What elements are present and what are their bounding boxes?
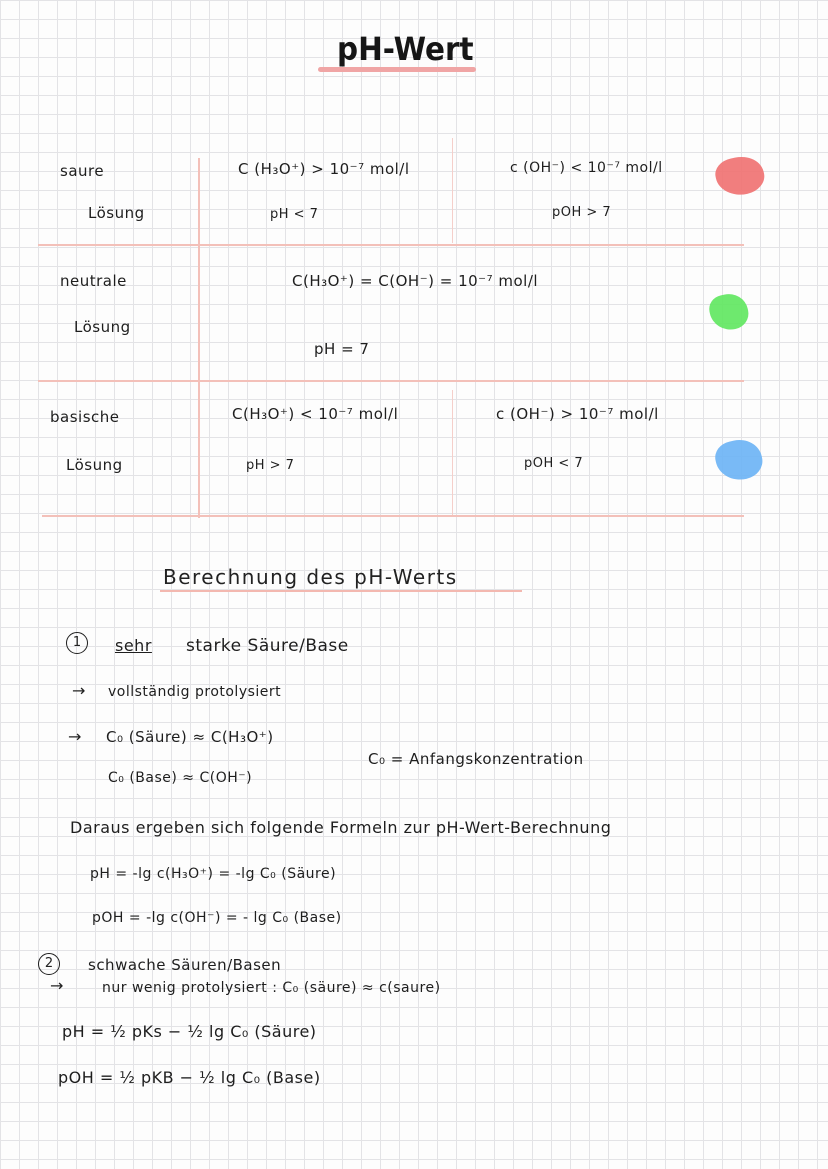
number-circle: 2 [38, 953, 60, 975]
formula-cell: pOH < 7 [524, 456, 584, 471]
table-row-divider [38, 380, 744, 382]
section-title-underline [160, 590, 522, 592]
point1-line: C₀ (Säure) ≈ C(H₃O⁺) [106, 728, 274, 746]
formula-cell: pH > 7 [246, 458, 295, 473]
table-row-divider [42, 515, 744, 517]
row-label: neutrale [60, 272, 127, 290]
arrow-icon: → [68, 727, 82, 746]
formula-cell: pH < 7 [270, 207, 319, 222]
formula-cell: pOH > 7 [552, 205, 612, 220]
table-divider-column [452, 138, 453, 243]
color-marker-blue [712, 436, 765, 485]
page-title: pH-Wert [337, 30, 474, 68]
row-label: basische [50, 408, 120, 426]
formula: pOH = ½ pKB − ½ lg C₀ (Base) [58, 1068, 321, 1087]
row-label: Lösung [88, 204, 145, 222]
point1-note: C₀ = Anfangskonzentration [368, 750, 584, 768]
formula: pOH = -lg c(OH⁻) = - lg C₀ (Base) [92, 910, 342, 926]
row-label: Lösung [66, 456, 123, 474]
formula-cell: c (OH⁻) < 10⁻⁷ mol/l [510, 160, 663, 176]
number-circle: 1 [66, 632, 88, 654]
point2-heading: schwache Säuren/Basen [88, 956, 282, 974]
arrow-icon: → [72, 681, 86, 700]
formula: pH = -lg c(H₃O⁺) = -lg C₀ (Säure) [90, 866, 337, 882]
formula-cell: C(H₃O⁺) = C(OH⁻) = 10⁻⁷ mol/l [292, 272, 539, 290]
table-row-divider [38, 244, 744, 246]
formula-cell: C (H₃O⁺) > 10⁻⁷ mol/l [238, 160, 410, 178]
point1-heading: starke Säure/Base [186, 636, 349, 656]
section-title: Berechnung des pH-Werts [163, 565, 458, 589]
color-marker-green [707, 290, 752, 333]
point1-lead: Daraus ergeben sich folgende Formeln zur pH-Wert-Berechnung [70, 818, 612, 837]
formula-cell: C(H₃O⁺) < 10⁻⁷ mol/l [232, 405, 399, 423]
formula-cell: c (OH⁻) > 10⁻⁷ mol/l [496, 405, 659, 423]
formula: pH = ½ pKs − ½ lg C₀ (Säure) [62, 1022, 317, 1041]
formula-cell: pH = 7 [314, 340, 370, 358]
point1-line: C₀ (Base) ≈ C(OH⁻) [108, 770, 253, 786]
row-label: Lösung [74, 318, 131, 336]
row-label: saure [60, 162, 105, 180]
point1-line: vollständig protolysiert [108, 684, 282, 700]
table-divider-column [452, 390, 453, 515]
color-marker-red [713, 152, 768, 199]
point2-line: nur wenig protolysiert : C₀ (säure) ≈ c(saure) [102, 980, 441, 996]
arrow-icon: → [50, 976, 64, 995]
point1-heading-underlined: sehr [115, 636, 152, 655]
table-divider-vertical [198, 158, 200, 518]
